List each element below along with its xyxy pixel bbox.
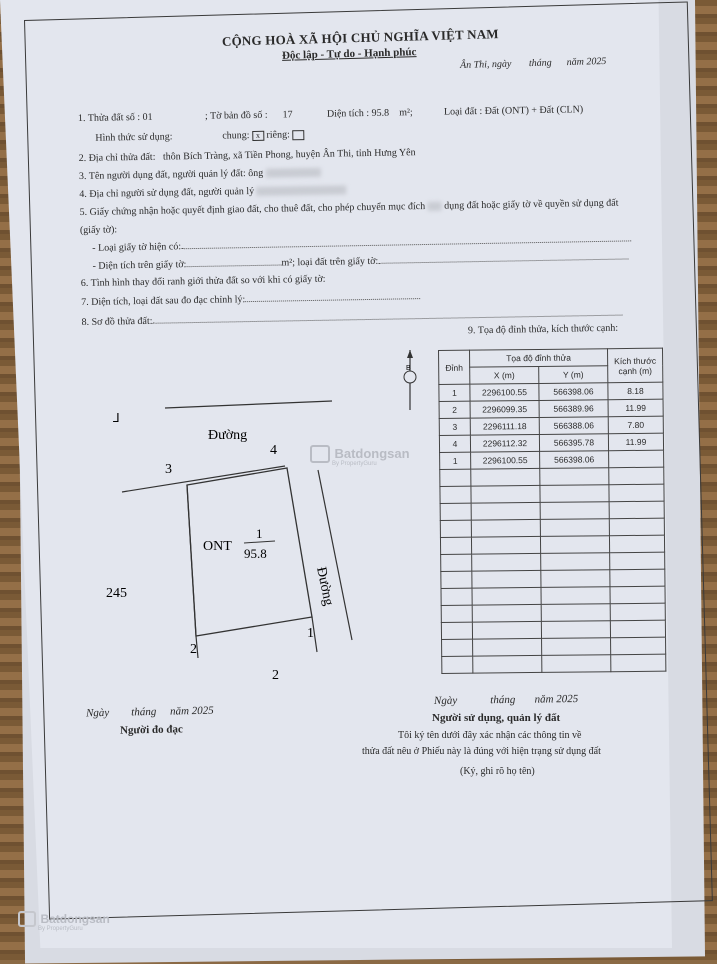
table-cell-empty	[440, 486, 471, 503]
coords-heading: 9. Tọa độ đỉnh thửa, kích thước cạnh:	[467, 322, 619, 337]
table-cell-empty	[611, 654, 666, 672]
table-cell-empty	[610, 569, 665, 587]
table-cell-empty	[441, 622, 472, 639]
road-label-right: Đường	[313, 565, 336, 608]
table-cell-empty	[609, 484, 664, 502]
table-cell-s: 11.99	[608, 433, 663, 451]
table-cell-empty	[542, 638, 611, 656]
table-cell-empty	[440, 537, 471, 554]
table-cell-empty	[440, 520, 471, 537]
field-paper-type: - Loại giấy tờ hiện có:	[92, 232, 631, 253]
table-cell-empty	[541, 604, 610, 622]
col-x: X (m)	[470, 366, 539, 384]
national-motto: Độc lập - Tự do - Hạnh phúc	[281, 46, 417, 62]
table-cell-empty	[440, 503, 471, 520]
table-cell-empty	[540, 519, 609, 537]
neighbor-parcel-2: 2	[272, 668, 279, 683]
col-coords: Tọa độ đỉnh thửa	[470, 349, 608, 367]
table-cell-y: 566395.78	[539, 434, 608, 452]
table-cell-empty	[610, 620, 665, 638]
table-cell-empty	[540, 536, 609, 554]
field-usage-form: Hình thức sử dụng:	[95, 131, 173, 144]
table-cell-empty	[610, 586, 665, 604]
parcel-type: ONT	[203, 539, 232, 554]
table-cell-y: 566389.96	[539, 400, 608, 418]
place-date: Ân Thi, ngày tháng năm 2025	[459, 55, 607, 72]
sign-instruction: (Ký, ghi rõ họ tên)	[460, 766, 535, 777]
table-cell-s: 8.18	[608, 382, 663, 400]
table-cell-s	[609, 450, 664, 468]
col-edge-size: Kích thước cạnh (m)	[607, 348, 662, 383]
coordinates-table	[438, 348, 666, 674]
field-user-address: 4. Địa chỉ người sử dụng đất, người quản lý	[79, 184, 347, 200]
field-parcel-sketch: 8. Sơ đồ thửa đất:	[81, 307, 622, 328]
field-map-sheet: ; Tờ bản đồ số : 17	[204, 109, 293, 122]
user-confirm-line1: Tôi ký tên dưới đây xác nhận các thông tin về	[398, 730, 582, 741]
table-cell-empty	[471, 468, 540, 486]
watermark-corner: Batdongsan By PropertyGuru	[18, 910, 110, 932]
table-cell-empty	[442, 639, 473, 656]
redacted-address	[257, 186, 347, 197]
corner-mark: ⅃	[113, 411, 120, 425]
table-cell-empty	[609, 467, 664, 485]
field-certificate-papers: (giấy tờ):	[79, 224, 118, 237]
redacted-name	[266, 168, 321, 178]
table-cell-y: 566398.06	[539, 383, 608, 401]
table-cell-empty	[440, 469, 471, 486]
usage-common: chung: x riêng:	[222, 129, 304, 141]
road-label-top: Đường	[208, 428, 248, 443]
table-cell-empty	[609, 535, 664, 553]
table-cell-empty	[473, 638, 542, 656]
usage-common-checkbox: x	[252, 130, 264, 140]
table-cell-empty	[541, 570, 610, 588]
field-parcel-address: 2. Địa chỉ thửa đất: thôn Bích Tràng, xã Tiền Phong, huyện Ân Thi, tỉnh Hưng Yên	[78, 147, 416, 165]
watermark-center: Batdongsan By PropertyGuru	[310, 445, 410, 467]
table-cell-empty	[541, 621, 610, 639]
table-cell-v: 2	[439, 401, 470, 418]
table-cell-empty	[441, 571, 472, 588]
table-cell-x: 2296100.55	[471, 451, 540, 469]
field-certificate: 5. Giấy chứng nhận hoặc quyết định giao đất, cho thuê đất, cho phép chuyển mục đích dụng đất hoặc giấy tờ về quyền sử dụng đất	[79, 197, 619, 219]
field-area: Diện tích : 95.8 m²;	[326, 107, 413, 120]
table-cell-empty	[611, 637, 666, 655]
table-cell-v: 3	[439, 418, 470, 435]
table-cell-v: 4	[439, 435, 470, 452]
parcel-number: 1	[256, 526, 263, 541]
road-top-line	[165, 401, 332, 408]
field-paper-area: - Diện tích trên giấy tờ: m²; loại đất trên giấy tờ:	[92, 250, 628, 271]
table-cell-empty	[540, 502, 609, 520]
table-cell-empty	[471, 485, 540, 503]
watermark-corner-logo-icon	[18, 911, 36, 927]
field-land-type: Loại đất : Đất (ONT) + Đất (CLN)	[443, 104, 584, 118]
field-land-user: 3. Tên người dụng đất, người quản lý đất: ông	[79, 167, 321, 182]
table-cell-empty	[610, 603, 665, 621]
table-row-empty	[442, 654, 666, 673]
table-cell-empty	[609, 518, 664, 536]
col-y: Y (m)	[539, 366, 608, 384]
table-cell-x: 2296112.32	[470, 434, 539, 452]
national-title: CỘNG HOÀ XÃ HỘI CHỦ NGHĨA VIỆT NAM	[221, 26, 499, 49]
table-cell-x: 2296100.55	[470, 383, 539, 401]
table-cell-empty	[471, 519, 540, 537]
watermark-logo-icon	[310, 445, 330, 463]
table-cell-empty	[610, 552, 665, 570]
parcel-sketch	[100, 340, 430, 700]
table-cell-empty	[472, 604, 541, 622]
vertex-label-2: 2	[190, 642, 197, 657]
neighbor-parcel-245: 245	[106, 586, 127, 601]
field-boundary-change: 6. Tình hình thay đổi ranh giới thửa đất so với khi có giấy tờ:	[80, 273, 326, 290]
table-cell-empty	[541, 587, 610, 605]
surveyor-title: Người đo đạc	[119, 723, 183, 737]
table-cell-x: 2296111.18	[470, 417, 539, 435]
table-cell-empty	[472, 621, 541, 639]
table-cell-s: 11.99	[608, 399, 663, 417]
user-date: Ngày tháng năm 2025	[433, 692, 579, 708]
table-cell-v: 1	[440, 452, 471, 469]
table-cell-y: 566388.06	[539, 417, 608, 435]
parcel-area: 95.8	[244, 546, 267, 561]
vertex-label-4: 4	[270, 443, 277, 458]
table-cell-s: 7.80	[608, 416, 663, 434]
table-cell-empty	[542, 655, 611, 673]
table-cell-empty	[441, 605, 472, 622]
road-right-line	[318, 470, 352, 640]
boundary-top-left	[122, 466, 285, 492]
table-cell-empty	[609, 501, 664, 519]
table-cell-empty	[472, 570, 541, 588]
table-cell-v: 1	[439, 384, 470, 401]
usage-private-checkbox	[292, 130, 304, 140]
table-cell-empty	[471, 502, 540, 520]
table-cell-empty	[540, 468, 609, 486]
table-cell-empty	[471, 536, 540, 554]
vertex-label-1: 1	[307, 626, 314, 641]
table-cell-y: 566398.06	[540, 451, 609, 469]
table-cell-x: 2296099.35	[470, 400, 539, 418]
user-title: Người sử dụng, quản lý đất	[432, 712, 561, 724]
north-label: B	[406, 365, 411, 372]
table-cell-empty	[541, 553, 610, 571]
table-cell-empty	[472, 553, 541, 571]
table-cell-empty	[540, 485, 609, 503]
north-arrow	[404, 350, 416, 410]
vertex-label-3: 3	[165, 462, 172, 477]
col-vertex: Đỉnh	[439, 350, 470, 384]
table-cell-empty	[442, 656, 473, 673]
field-area-after-survey: 7. Diện tích, loại đất sau đo đạc chỉnh lý:	[81, 290, 420, 308]
field-parcel-number: 1. Thửa đất số : 01	[77, 111, 153, 125]
table-cell-empty	[473, 655, 542, 673]
user-confirm-line2: thửa đất nêu ở Phiếu này là đúng với hiện trạng sử dụng đất	[362, 746, 601, 757]
table-cell-empty	[441, 554, 472, 571]
table-cell-empty	[441, 588, 472, 605]
table-cell-empty	[472, 587, 541, 605]
surveyor-date: Ngày tháng năm 2025	[85, 704, 214, 720]
